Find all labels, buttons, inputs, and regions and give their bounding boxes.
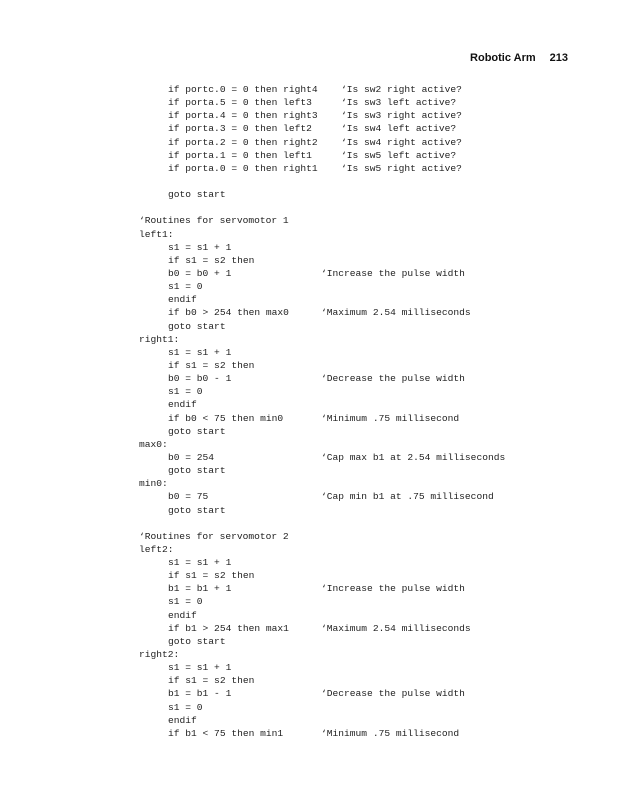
code-statement: endif [168, 399, 197, 411]
code-statement: if s1 = s2 then [168, 570, 255, 582]
code-statement: b1 = b1 + 1 [168, 583, 232, 595]
code-comment: ‘Minimum .75 millisecond [321, 727, 460, 739]
code-statement: goto start [168, 504, 226, 516]
code-line [0, 320, 637, 333]
running-header-title: Robotic Arm [470, 52, 536, 64]
code-statement: if b0 < 75 then min0 [168, 412, 284, 424]
code-statement: if b0 > 254 then max0 [168, 307, 289, 319]
code-comment: ‘Maximum 2.54 milliseconds [321, 307, 471, 319]
code-statement: goto start [168, 635, 226, 647]
code-line [0, 543, 637, 556]
code-line [0, 241, 637, 254]
code-comment: ‘Is sw4 left active? [341, 123, 457, 135]
code-comment: ‘Is sw5 right active? [341, 162, 462, 174]
code-statement: left2: [139, 543, 174, 555]
code-statement: endif [168, 294, 197, 306]
code-statement: b0 = b0 - 1 [168, 373, 232, 385]
code-line [0, 648, 637, 661]
code-line [0, 582, 637, 595]
code-line [0, 83, 637, 96]
code-comment: ‘Increase the pulse width [321, 267, 465, 279]
code-line [0, 214, 637, 227]
running-header [470, 52, 568, 64]
code-comment: ‘Decrease the pulse width [321, 373, 465, 385]
code-line [0, 517, 637, 530]
code-comment: ‘Decrease the pulse width [321, 688, 465, 700]
code-line [0, 398, 637, 411]
code-line [0, 293, 637, 306]
code-statement: s1 = s1 + 1 [168, 346, 232, 358]
code-statement: if porta.4 = 0 then right3 [168, 110, 318, 122]
code-line [0, 306, 637, 319]
code-statement: ‘Routines for servomotor 2 [139, 530, 289, 542]
code-comment: ‘Is sw3 right active? [341, 110, 462, 122]
code-statement: s1 = 0 [168, 596, 203, 608]
code-statement: s1 = s1 + 1 [168, 557, 232, 569]
code-line [0, 228, 637, 241]
code-statement: b0 = b0 + 1 [168, 267, 232, 279]
code-line [0, 333, 637, 346]
code-line [0, 346, 637, 359]
code-line [0, 280, 637, 293]
code-comment: ‘Maximum 2.54 milliseconds [321, 622, 471, 634]
code-statement: if b1 > 254 then max1 [168, 622, 289, 634]
code-line [0, 490, 637, 503]
code-line [0, 188, 637, 201]
code-line [0, 477, 637, 490]
code-statement: min0: [139, 478, 168, 490]
code-line [0, 727, 637, 740]
code-statement: b0 = 75 [168, 491, 209, 503]
code-line [0, 701, 637, 714]
code-comment: ‘Cap max b1 at 2.54 milliseconds [321, 451, 506, 463]
code-line [0, 425, 637, 438]
code-statement: ‘Routines for servomotor 1 [139, 215, 289, 227]
code-statement: endif [168, 609, 197, 621]
code-line [0, 254, 637, 267]
code-statement: goto start [168, 189, 226, 201]
code-line [0, 149, 637, 162]
code-line [0, 595, 637, 608]
code-line [0, 136, 637, 149]
code-line [0, 687, 637, 700]
code-line [0, 661, 637, 674]
code-statement: if s1 = s2 then [168, 254, 255, 266]
code-line [0, 109, 637, 122]
code-statement: right2: [139, 649, 180, 661]
code-line [0, 556, 637, 569]
code-line [0, 530, 637, 543]
code-line [0, 96, 637, 109]
code-line [0, 267, 637, 280]
code-comment: ‘Is sw2 right active? [341, 84, 462, 95]
code-statement: if porta.3 = 0 then left2 [168, 123, 312, 135]
code-listing [0, 83, 637, 740]
code-statement: s1 = 0 [168, 281, 203, 293]
code-comment: ‘Is sw5 left active? [341, 149, 457, 161]
code-statement: s1 = s1 + 1 [168, 241, 232, 253]
code-line [0, 122, 637, 135]
code-line [0, 714, 637, 727]
code-line [0, 412, 637, 425]
code-comment: ‘Minimum .75 millisecond [321, 412, 460, 424]
code-comment: ‘Is sw3 left active? [341, 97, 457, 109]
code-line [0, 569, 637, 582]
code-statement: if s1 = s2 then [168, 359, 255, 371]
code-line [0, 464, 637, 477]
code-line [0, 674, 637, 687]
code-line [0, 359, 637, 372]
code-statement: goto start [168, 425, 226, 437]
code-statement: if porta.0 = 0 then right1 [168, 162, 318, 174]
page-number: 213 [549, 52, 568, 64]
code-line [0, 635, 637, 648]
code-line [0, 622, 637, 635]
code-statement: goto start [168, 465, 226, 477]
code-line [0, 504, 637, 517]
code-statement: s1 = s1 + 1 [168, 662, 232, 674]
code-line [0, 438, 637, 451]
code-line [0, 201, 637, 214]
code-statement: b1 = b1 - 1 [168, 688, 232, 700]
code-statement: right1: [139, 333, 180, 345]
code-line [0, 372, 637, 385]
code-line [0, 609, 637, 622]
code-comment: ‘Increase the pulse width [321, 583, 465, 595]
code-statement: max0: [139, 438, 168, 450]
code-statement: if porta.5 = 0 then left3 [168, 97, 312, 109]
code-statement: b0 = 254 [168, 451, 215, 463]
code-comment: ‘Is sw4 right active? [341, 136, 462, 148]
code-statement: if porta.1 = 0 then left1 [168, 149, 312, 161]
code-line [0, 451, 637, 464]
code-statement: s1 = 0 [168, 386, 203, 398]
code-line [0, 385, 637, 398]
code-statement: if portc.0 = 0 then right4 [168, 84, 318, 95]
code-statement: if b1 < 75 then min1 [168, 727, 284, 739]
code-statement: left1: [139, 228, 174, 240]
code-statement: endif [168, 714, 197, 726]
code-comment: ‘Cap min b1 at .75 millisecond [321, 491, 494, 503]
code-line [0, 162, 637, 175]
code-line [0, 175, 637, 188]
code-statement: if porta.2 = 0 then right2 [168, 136, 318, 148]
code-statement: if s1 = s2 then [168, 675, 255, 687]
code-statement: goto start [168, 320, 226, 332]
code-statement: s1 = 0 [168, 701, 203, 713]
